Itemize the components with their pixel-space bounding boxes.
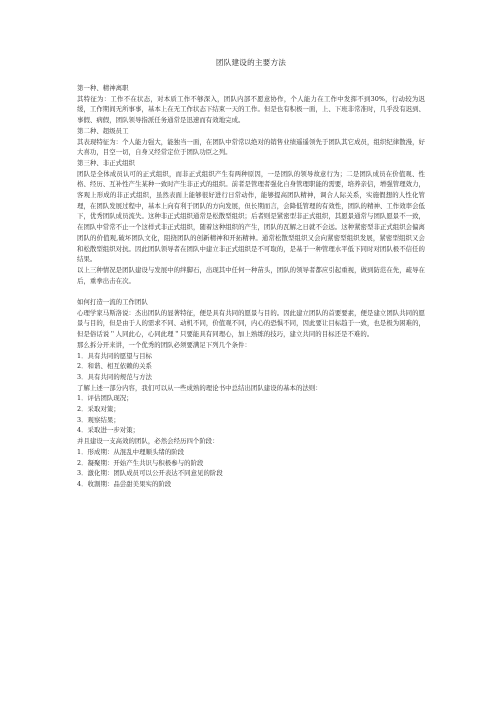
condition-item: 3．具有共同的规范与方法 bbox=[77, 372, 152, 381]
stage-item: 3．激化期：团队成员可以公开表达不同意见的阶段 bbox=[77, 469, 223, 478]
stage-item: 1．形成期：从混乱中理顺头绪的阶段 bbox=[77, 447, 185, 456]
section1-heading: 第一种、精神离职 bbox=[77, 84, 129, 92]
section3-body: 团队是全体成员认可的正式组织，而非正式组织产生有两种原因，一是团队的领导故意行为；二是团队成员在价值观、性格、经历、互补性产生某种一致时产生非正式的组织。前者是管理者强化自身管理职能的需要，培养亲信，增强管理效力，客观上形成的非正式组织，虽然表面上能够很好进行日常动作，能够提高团队精神，调合人际关系，实施假想的人性化管理，在团队发展过程中，基本上向有利于团队的方向发展，但长期而言，会降低管理的有效性，团队的精神、工作效率会低下，优秀团队成员流失。这种非正式组织通常是松散型组织；后者则是紧密型非正式组织，其愿景通常与团队愿景不一致，在团队中常常不止一个这样式非正式组织，随着这种组织的产生，团队的瓦解之日就不会远。这种紧密型非正式组织会偏离团队的价值观,破坏团队文化，阻挠团队的创新精神和开拓精神。通常松散型组织又会向紧密型组织发展，紧密型组织又会和松散型组织对抗。因此团队领导者在团队中建立非正式组织是不可取的，是基于一种管理水平低下同时对团队极不信任的结果。 bbox=[77, 169, 425, 264]
condition-item: 2．和谐、相互依赖的关系 bbox=[77, 362, 152, 371]
section2-body: 其表现特征为：个人能力强大，能独当一面，在团队中常常以绝对的销售业绩遥遥领先于团队其它成员，组织纪律散漫，好大喜功，目空一切，自身又经常定位于团队功臣之列。 bbox=[77, 137, 425, 157]
stage-item: 4．收割期：品尝甜美果实的阶段 bbox=[77, 480, 172, 488]
section3-heading: 第三种、非正式组织 bbox=[77, 158, 135, 167]
paragraph-gap bbox=[77, 286, 425, 297]
stages-lead: 并且建设一支高效的团队，必然会经历四个阶段： bbox=[77, 437, 219, 446]
principle-item: 4．采取进一步对策； bbox=[77, 426, 140, 435]
document-page bbox=[77, 58, 425, 490]
stage-item: 2．凝聚期：开始产生共识与积极参与的阶段 bbox=[77, 458, 204, 467]
principle-item: 1．评估团队现况； bbox=[77, 394, 133, 403]
part2-intro: 心理学家马斯洛说：杰出团队的显著特征，便是具有共同的愿景与目的。因此建立团队的首要要素，便是建立团队共同的愿景与目的，但是由于人的需求不同、动机不同，价值观不同，内心的恐惧不同，因此要让目标趋于一致，也是极为困难的，但是俗话说＂人同此心，心同此理＂只要能具有同理心，加上熟练的技巧，建立共同的目标还是不难的。 bbox=[77, 308, 425, 339]
conditions-lead: 那么拆分开来讲，一个优秀的团队必须要满足下列几个条件： bbox=[77, 340, 251, 349]
principle-item: 2．采取对策； bbox=[77, 405, 120, 414]
part2-heading: 如何打造一流的工作团队 bbox=[77, 298, 148, 307]
condition-item: 1．具有共同的愿望与目标 bbox=[77, 351, 152, 360]
section2-heading: 第二种、超级员工 bbox=[77, 126, 129, 135]
principles-lead: 了解上述一部分内容，我们可以从一些成熟的理论书中总结出团队建设的基本的法则： bbox=[77, 383, 322, 392]
section3-closing: 以上三种情况是团队建设与发展中的绊脚石，出现其中任何一种苗头，团队的领导者都应引起重视，做到防范在先，疏导在后，重拳出击在次。 bbox=[77, 265, 425, 285]
principle-item: 3．观察结果； bbox=[77, 415, 120, 424]
section1-body: 其特征为：工作不在状态，对本质工作不够深入，团队内部不愿意协作，个人能力在工作中发挥不到30%，行动较为迟缓，工作期间无所事事，基本上在无工作状态下结束一天的工作。但是也有积极一面，上、下班非常准时，几乎没有迟到、事假、病假，团队领导指派任务通常是迅速而有效地完成。 bbox=[77, 94, 425, 125]
document-title: 团队建设的主要方法 bbox=[215, 58, 287, 67]
